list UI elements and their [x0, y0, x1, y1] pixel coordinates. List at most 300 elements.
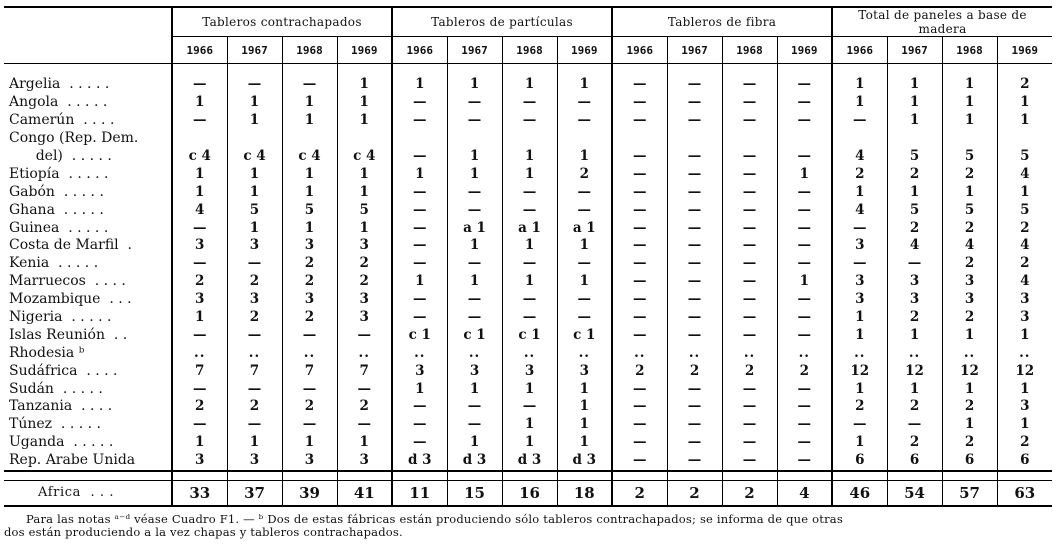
group-header-particle: Tableros de partículas: [392, 7, 612, 37]
table-cell: —: [227, 255, 282, 273]
table-cell: —: [392, 94, 447, 112]
year-header: 1967: [887, 37, 942, 64]
table-cell: ..: [282, 344, 337, 362]
table-cell: —: [612, 326, 667, 344]
table-cell: —: [667, 326, 722, 344]
table-cell: 3: [282, 291, 337, 309]
table-cell: —: [172, 219, 227, 237]
table-cell: 4: [832, 201, 887, 219]
table-cell: 12: [997, 362, 1052, 380]
table-cell: —: [722, 255, 777, 273]
spacer-cell: [722, 64, 777, 77]
spacer-cell: [832, 64, 887, 77]
table-row: [4, 94, 1052, 112]
table-cell: 5: [997, 148, 1052, 166]
table-cell: 1: [282, 94, 337, 112]
gap-cell: [557, 471, 612, 481]
table-cell: —: [612, 219, 667, 237]
total-cell: 2: [722, 480, 777, 506]
gap-cell: [887, 471, 942, 481]
table-cell: 1: [337, 76, 392, 94]
table-cell: —: [557, 255, 612, 273]
table-cell: 2: [942, 434, 997, 452]
gap-cell: [777, 471, 832, 481]
table-cell: 1: [227, 183, 282, 201]
country-name: Tanzania . . . .: [9, 398, 113, 415]
table-cell: —: [777, 112, 832, 130]
table-cell: 1: [887, 183, 942, 201]
table-cell: 1: [282, 165, 337, 183]
footnote-line-2: dos están produciendo a la vez chapas y tableros contrachapados.: [4, 525, 403, 539]
table-cell: —: [777, 398, 832, 416]
gap-cell: [667, 471, 722, 481]
table-cell: —: [282, 326, 337, 344]
table-cell: 2: [832, 165, 887, 183]
table-row: [4, 76, 1052, 94]
table-cell: 3: [832, 237, 887, 255]
table-cell: 3: [337, 291, 392, 309]
table-cell: —: [832, 219, 887, 237]
table-cell: —: [722, 452, 777, 471]
table-cell: —: [777, 183, 832, 201]
table-cell: 3: [502, 362, 557, 380]
table-cell: —: [832, 112, 887, 130]
table-cell: 3: [557, 362, 612, 380]
year-header-row: [4, 37, 1052, 64]
table-cell: —: [667, 309, 722, 327]
table-cell: 2: [337, 255, 392, 273]
table-cell: 4: [942, 237, 997, 255]
table-cell: 3: [447, 362, 502, 380]
spacer-row: [4, 64, 1052, 77]
country-name: Mozambique . . .: [9, 291, 132, 308]
table-cell: —: [502, 309, 557, 327]
table-cell: —: [722, 434, 777, 452]
table-cell: [722, 130, 777, 148]
table-cell: —: [612, 380, 667, 398]
table-cell: ..: [887, 344, 942, 362]
group-header-row: [4, 7, 1052, 37]
table-cell: 3: [172, 452, 227, 471]
country-name: Túnez . . . . .: [9, 416, 101, 433]
year-header: 1968: [502, 37, 557, 64]
country-name: Ghana . . . . .: [9, 201, 104, 218]
table-cell: ..: [667, 344, 722, 362]
table-cell: 2: [997, 255, 1052, 273]
table-row: [4, 416, 1052, 434]
table-cell: c 1: [557, 326, 612, 344]
country-name: Marruecos . . . .: [9, 273, 126, 290]
table-cell: 5: [887, 148, 942, 166]
table-cell: 3: [887, 291, 942, 309]
table-cell: —: [392, 309, 447, 327]
table-row: [4, 452, 1052, 471]
table-cell: 3: [997, 291, 1052, 309]
table-cell: 5: [887, 201, 942, 219]
table-cell: 3: [832, 273, 887, 291]
table-cell: —: [722, 165, 777, 183]
spacer-cell: [942, 64, 997, 77]
table-cell: —: [447, 416, 502, 434]
table-cell: —: [777, 309, 832, 327]
table-cell: 1: [392, 76, 447, 94]
table-row: [4, 148, 1052, 166]
table-cell: —: [832, 255, 887, 273]
table-cell: —: [502, 94, 557, 112]
table-cell: d 3: [392, 452, 447, 471]
table-cell: 3: [832, 291, 887, 309]
table-row: [4, 380, 1052, 398]
table-cell: 2: [942, 398, 997, 416]
footnote: [4, 512, 1052, 539]
table-row: [4, 237, 1052, 255]
spacer-cell: [282, 64, 337, 77]
gap-cell: [337, 471, 392, 481]
table-cell: 6: [887, 452, 942, 471]
table-cell: —: [612, 434, 667, 452]
table-cell: —: [722, 309, 777, 327]
table-cell: 2: [777, 362, 832, 380]
group-header-fibre: Tableros de fibra: [612, 7, 832, 37]
table-cell: —: [612, 237, 667, 255]
table-cell: —: [667, 255, 722, 273]
table-cell: 1: [392, 380, 447, 398]
table-cell: 1: [282, 219, 337, 237]
table-cell: 7: [337, 362, 392, 380]
table-row: [4, 219, 1052, 237]
year-header: 1966: [612, 37, 667, 64]
total-cell: 2: [612, 480, 667, 506]
table-cell: 3: [172, 237, 227, 255]
table-cell: —: [502, 398, 557, 416]
table-cell: 2: [997, 434, 1052, 452]
table-cell: 1: [832, 309, 887, 327]
spacer-cell: [227, 64, 282, 77]
table-row: [4, 273, 1052, 291]
table-cell: 3: [172, 291, 227, 309]
gap-row: [4, 471, 1052, 481]
table-cell: 2: [227, 309, 282, 327]
table-cell: —: [667, 434, 722, 452]
table-cell: 1: [557, 237, 612, 255]
table-cell: 5: [337, 201, 392, 219]
table-cell: 1: [227, 112, 282, 130]
table-cell: 1: [832, 76, 887, 94]
table-row: [4, 165, 1052, 183]
spacer-cell: [502, 64, 557, 77]
table-cell: —: [502, 183, 557, 201]
table-cell: —: [777, 76, 832, 94]
year-header: 1967: [447, 37, 502, 64]
table-cell: 1: [942, 112, 997, 130]
table-cell: —: [777, 255, 832, 273]
table-cell: —: [227, 416, 282, 434]
table-cell: ..: [942, 344, 997, 362]
table-cell: —: [172, 255, 227, 273]
year-header: 1968: [942, 37, 997, 64]
table-cell: 12: [942, 362, 997, 380]
table-cell: 1: [942, 380, 997, 398]
table-cell: 1: [282, 112, 337, 130]
year-header: 1968: [282, 37, 337, 64]
table-cell: —: [667, 452, 722, 471]
total-cell: 18: [557, 480, 612, 506]
table-cell: ..: [557, 344, 612, 362]
table-cell: —: [722, 380, 777, 398]
table-cell: 1: [502, 148, 557, 166]
table-cell: 3: [227, 291, 282, 309]
table-cell: 5: [997, 201, 1052, 219]
table-cell: [942, 130, 997, 148]
table-cell: ..: [997, 344, 1052, 362]
table-row: [4, 291, 1052, 309]
footnote-line-1: Para las notas ᵃ⁻ᵈ véase Cuadro F1. — ᵇ Dos de estas fábricas están produciendo sólo tableros contrachapados; se informa de que otras: [26, 512, 843, 526]
table-cell: —: [612, 165, 667, 183]
table-cell: —: [172, 326, 227, 344]
gap-cell: [832, 471, 887, 481]
table-cell: —: [612, 398, 667, 416]
table-cell: 5: [942, 201, 997, 219]
table-cell: —: [227, 76, 282, 94]
table-cell: 1: [777, 273, 832, 291]
table-cell: 2: [557, 165, 612, 183]
table-cell: —: [612, 76, 667, 94]
gap-cell: [502, 471, 557, 481]
country-name: Islas Reunión . .: [9, 326, 128, 343]
table-cell: 1: [502, 76, 557, 94]
table-cell: 3: [392, 362, 447, 380]
table-cell: —: [392, 237, 447, 255]
table-cell: 1: [997, 94, 1052, 112]
table-cell: 12: [832, 362, 887, 380]
table-cell: —: [557, 291, 612, 309]
spacer-cell: [392, 64, 447, 77]
table-cell: [502, 130, 557, 148]
table-cell: 3: [227, 237, 282, 255]
year-header: 1968: [722, 37, 777, 64]
table-cell: —: [777, 434, 832, 452]
table-cell: —: [612, 183, 667, 201]
spacer-cell: [612, 64, 667, 77]
table-cell: 4: [997, 165, 1052, 183]
spacer-cell: [777, 64, 832, 77]
table-cell: 1: [337, 183, 392, 201]
table-cell: —: [722, 183, 777, 201]
table-cell: —: [722, 76, 777, 94]
table-cell: 1: [997, 326, 1052, 344]
table-cell: —: [447, 94, 502, 112]
table-row: [4, 112, 1052, 130]
table-cell: 4: [887, 237, 942, 255]
table-cell: —: [612, 291, 667, 309]
table-cell: 2: [282, 309, 337, 327]
table-cell: 2: [887, 398, 942, 416]
table-cell: —: [557, 112, 612, 130]
table-cell: 4: [172, 201, 227, 219]
table-cell: —: [777, 326, 832, 344]
table-cell: —: [502, 201, 557, 219]
table-cell: 2: [997, 219, 1052, 237]
table-cell: 1: [172, 309, 227, 327]
table-cell: 5: [227, 201, 282, 219]
table-cell: —: [392, 291, 447, 309]
year-header: 1969: [557, 37, 612, 64]
table-cell: 1: [502, 434, 557, 452]
table-cell: [777, 130, 832, 148]
table-cell: c 1: [447, 326, 502, 344]
table-cell: 3: [282, 452, 337, 471]
total-cell: 2: [667, 480, 722, 506]
table-cell: 2: [942, 255, 997, 273]
table-cell: 2: [722, 362, 777, 380]
table-cell: c 1: [502, 326, 557, 344]
table-cell: 1: [887, 94, 942, 112]
country-name: Gabón . . . . .: [9, 183, 104, 200]
table-cell: —: [172, 112, 227, 130]
total-cell: 57: [942, 480, 997, 506]
table-cell: 1: [227, 219, 282, 237]
table-cell: 5: [282, 201, 337, 219]
table-cell: 1: [997, 112, 1052, 130]
table-cell: [832, 130, 887, 148]
table-cell: —: [172, 416, 227, 434]
table-cell: —: [722, 201, 777, 219]
table-cell: —: [722, 273, 777, 291]
table-cell: 7: [172, 362, 227, 380]
gap-cell: [997, 471, 1052, 481]
table-cell: 1: [557, 398, 612, 416]
table-cell: 2: [997, 76, 1052, 94]
year-header: 1966: [392, 37, 447, 64]
table-cell: —: [557, 183, 612, 201]
table-cell: 1: [172, 434, 227, 452]
table-cell: 3: [337, 452, 392, 471]
total-cell: 54: [887, 480, 942, 506]
gap-cell: [447, 471, 502, 481]
table-cell: ..: [227, 344, 282, 362]
table-cell: 1: [557, 380, 612, 398]
table-cell: 3: [227, 452, 282, 471]
table-cell: 4: [832, 148, 887, 166]
table-cell: 1: [557, 76, 612, 94]
year-header: 1967: [667, 37, 722, 64]
table-cell: —: [392, 416, 447, 434]
table-cell: —: [447, 255, 502, 273]
table-cell: —: [337, 326, 392, 344]
table-cell: 1: [942, 183, 997, 201]
table-cell: —: [337, 380, 392, 398]
table-cell: —: [667, 183, 722, 201]
table-row: [4, 130, 1052, 148]
table-cell: —: [612, 452, 667, 471]
table-cell: [557, 130, 612, 148]
table-cell: 1: [557, 434, 612, 452]
table-cell: 1: [557, 416, 612, 434]
table-row: [4, 434, 1052, 452]
table-cell: 3: [282, 237, 337, 255]
table-cell: 4: [997, 273, 1052, 291]
table-cell: ..: [722, 344, 777, 362]
table-cell: 5: [942, 148, 997, 166]
table-cell: —: [392, 183, 447, 201]
table-cell: 3: [337, 237, 392, 255]
table-cell: —: [612, 255, 667, 273]
table-cell: —: [392, 148, 447, 166]
table-cell: 6: [997, 452, 1052, 471]
table-cell: a 1: [502, 219, 557, 237]
table-cell: 7: [227, 362, 282, 380]
table-cell: —: [392, 398, 447, 416]
table-cell: 1: [447, 273, 502, 291]
table-cell: 1: [337, 434, 392, 452]
table-cell: 2: [667, 362, 722, 380]
country-name: Guinea . . . . .: [9, 219, 109, 236]
country-name: Etiopía . . . . .: [9, 165, 109, 182]
panel-production-table: [4, 6, 1052, 507]
table-cell: 1: [337, 165, 392, 183]
total-cell: 46: [832, 480, 887, 506]
table-cell: —: [447, 183, 502, 201]
table-cell: 2: [172, 273, 227, 291]
table-cell: —: [447, 112, 502, 130]
corner-cell: [4, 7, 172, 37]
gap-cell: [942, 471, 997, 481]
table-cell: 1: [282, 434, 337, 452]
table-cell: 3: [887, 273, 942, 291]
table-cell: —: [282, 380, 337, 398]
table-cell: [227, 130, 282, 148]
table-cell: 1: [557, 148, 612, 166]
table-cell: 1: [502, 273, 557, 291]
table-cell: —: [667, 237, 722, 255]
table-cell: —: [777, 148, 832, 166]
table-cell: 12: [887, 362, 942, 380]
table-cell: —: [667, 112, 722, 130]
table-cell: —: [667, 398, 722, 416]
total-cell: 63: [997, 480, 1052, 506]
table-cell: 2: [282, 255, 337, 273]
table-cell: —: [392, 201, 447, 219]
table-cell: 1: [942, 416, 997, 434]
table-cell: 1: [997, 380, 1052, 398]
table-cell: 3: [337, 309, 392, 327]
table-cell: 2: [227, 398, 282, 416]
table-cell: 1: [337, 94, 392, 112]
table-cell: ..: [172, 344, 227, 362]
group-header-plywood: Tableros contrachapados: [172, 7, 392, 37]
table-cell: 2: [282, 273, 337, 291]
table-cell: 1: [447, 380, 502, 398]
table-cell: ..: [502, 344, 557, 362]
country-name: Congo (Rep. Dem.: [9, 130, 139, 147]
table-cell: 2: [832, 398, 887, 416]
table-cell: ..: [337, 344, 392, 362]
year-header: 1966: [172, 37, 227, 64]
total-cell: 39: [282, 480, 337, 506]
table-row: [4, 309, 1052, 327]
spacer-cell: [667, 64, 722, 77]
table-cell: —: [722, 94, 777, 112]
total-cell: 37: [227, 480, 282, 506]
spacer-cell: [447, 64, 502, 77]
table-cell: —: [777, 452, 832, 471]
corner-cell-2: [4, 37, 172, 64]
total-cell: 41: [337, 480, 392, 506]
table-cell: 1: [777, 165, 832, 183]
table-cell: d 3: [447, 452, 502, 471]
gap-cell: [392, 471, 447, 481]
table-cell: 1: [447, 434, 502, 452]
